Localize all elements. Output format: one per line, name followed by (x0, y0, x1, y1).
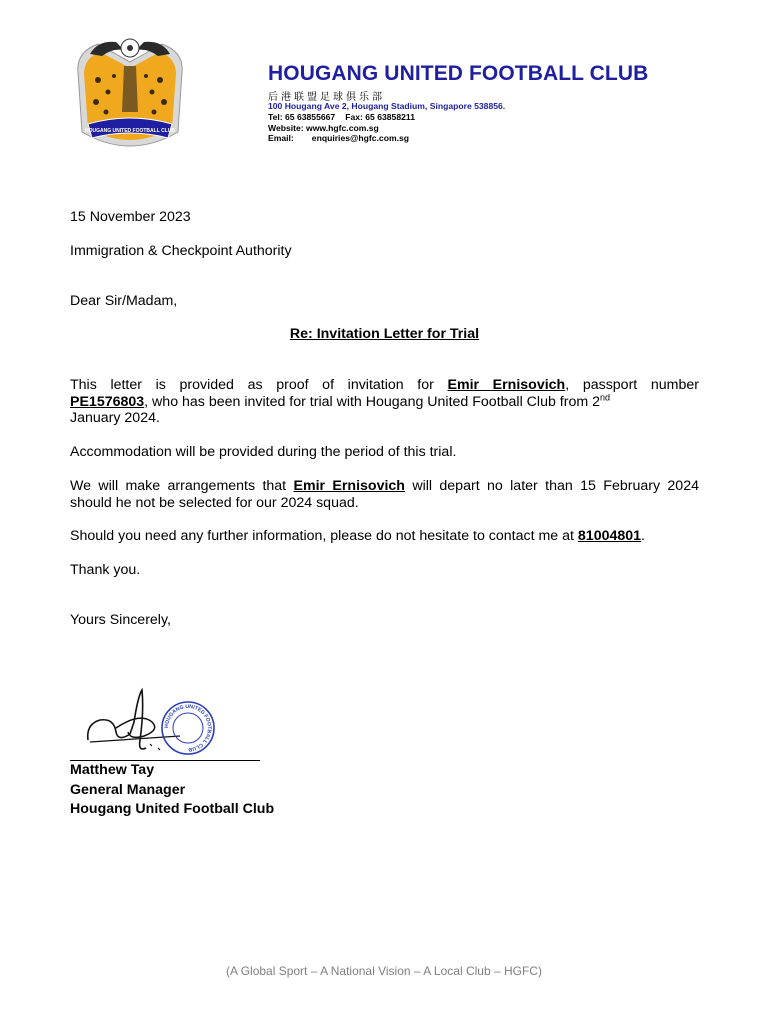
letter-subject: Re: Invitation Letter for Trial (289, 326, 480, 342)
club-stamp (160, 700, 216, 756)
letter-thanks: Thank you. (70, 562, 141, 578)
contact-phone: 81004801 (577, 528, 642, 544)
paragraph-accommodation: Accommodation will be provided during the period of this trial. (70, 444, 457, 460)
club-address: 100 Hougang Ave 2, Hougang Stadium, Singapore 538856. (268, 101, 506, 111)
club-name-heading: HOUGANG UNITED FOOTBALL CLUB (268, 62, 649, 85)
paragraph-arrangements: We will make arrangements that Emir Ernisovich will depart no later than 15 February 2024 should he not be selected for our 2024 squad. (70, 478, 699, 511)
player-name-repeat: Emir Ernisovich (293, 478, 405, 494)
club-crest-logo (68, 32, 192, 164)
letter-salutation: Dear Sir/Madam, (70, 293, 178, 309)
letter-recipient: Immigration & Checkpoint Authority (70, 243, 292, 259)
logo-banner-text: HOUGANG UNITED FOOTBALL CLUB (85, 128, 175, 134)
letter-date: 15 November 2023 (70, 209, 191, 225)
club-fax: Fax: 65 63858211 (345, 112, 415, 122)
footer-motto: (A Global Sport – A National Vision – A Local Club – HGFC) (226, 964, 542, 978)
paragraph-invitation (70, 377, 699, 427)
club-website-line (268, 123, 379, 133)
stamp-text: HOUGANG UNITED FOOTBALL CLUB (163, 703, 213, 753)
paragraph-contact: Should you need any further information, please do not hesitate to contact me at 81004801. (70, 528, 645, 544)
signatory-title: General Manager (70, 782, 186, 798)
website-label: Website: (268, 123, 304, 133)
signature-line (70, 760, 260, 761)
paragraph-invitation-line1: This letter is provided as proof of invitation for Emir Ernisovich, passport number (70, 377, 699, 393)
website-link[interactable]: www.hgfc.com.sg (306, 123, 379, 133)
club-phone-fax (268, 112, 415, 122)
email-link[interactable]: enquiries@hgfc.com.sg (311, 133, 409, 143)
player-name: Emir Ernisovich (447, 377, 566, 393)
passport-number: PE1576803 (70, 393, 145, 410)
paragraph-invitation-line3: January 2024. (70, 410, 160, 426)
signatory-name: Matthew Tay (70, 762, 155, 778)
club-email-line (268, 133, 409, 143)
club-tel: Tel: 65 63855667 (268, 112, 336, 122)
club-chinese-name: 后港联盟足球俱乐部 (268, 92, 385, 103)
svg-text:HOUGANG UNITED FOOTBALL CLUB (164, 704, 212, 752)
signatory-org: Hougang United Football Club (70, 801, 275, 817)
letter-closing: Yours Sincerely, (70, 612, 171, 628)
email-label: Email: (268, 133, 294, 143)
paragraph-invitation-line2: PE1576803, who has been invited for trial with Hougang United Football Club from 2nd (70, 391, 611, 410)
